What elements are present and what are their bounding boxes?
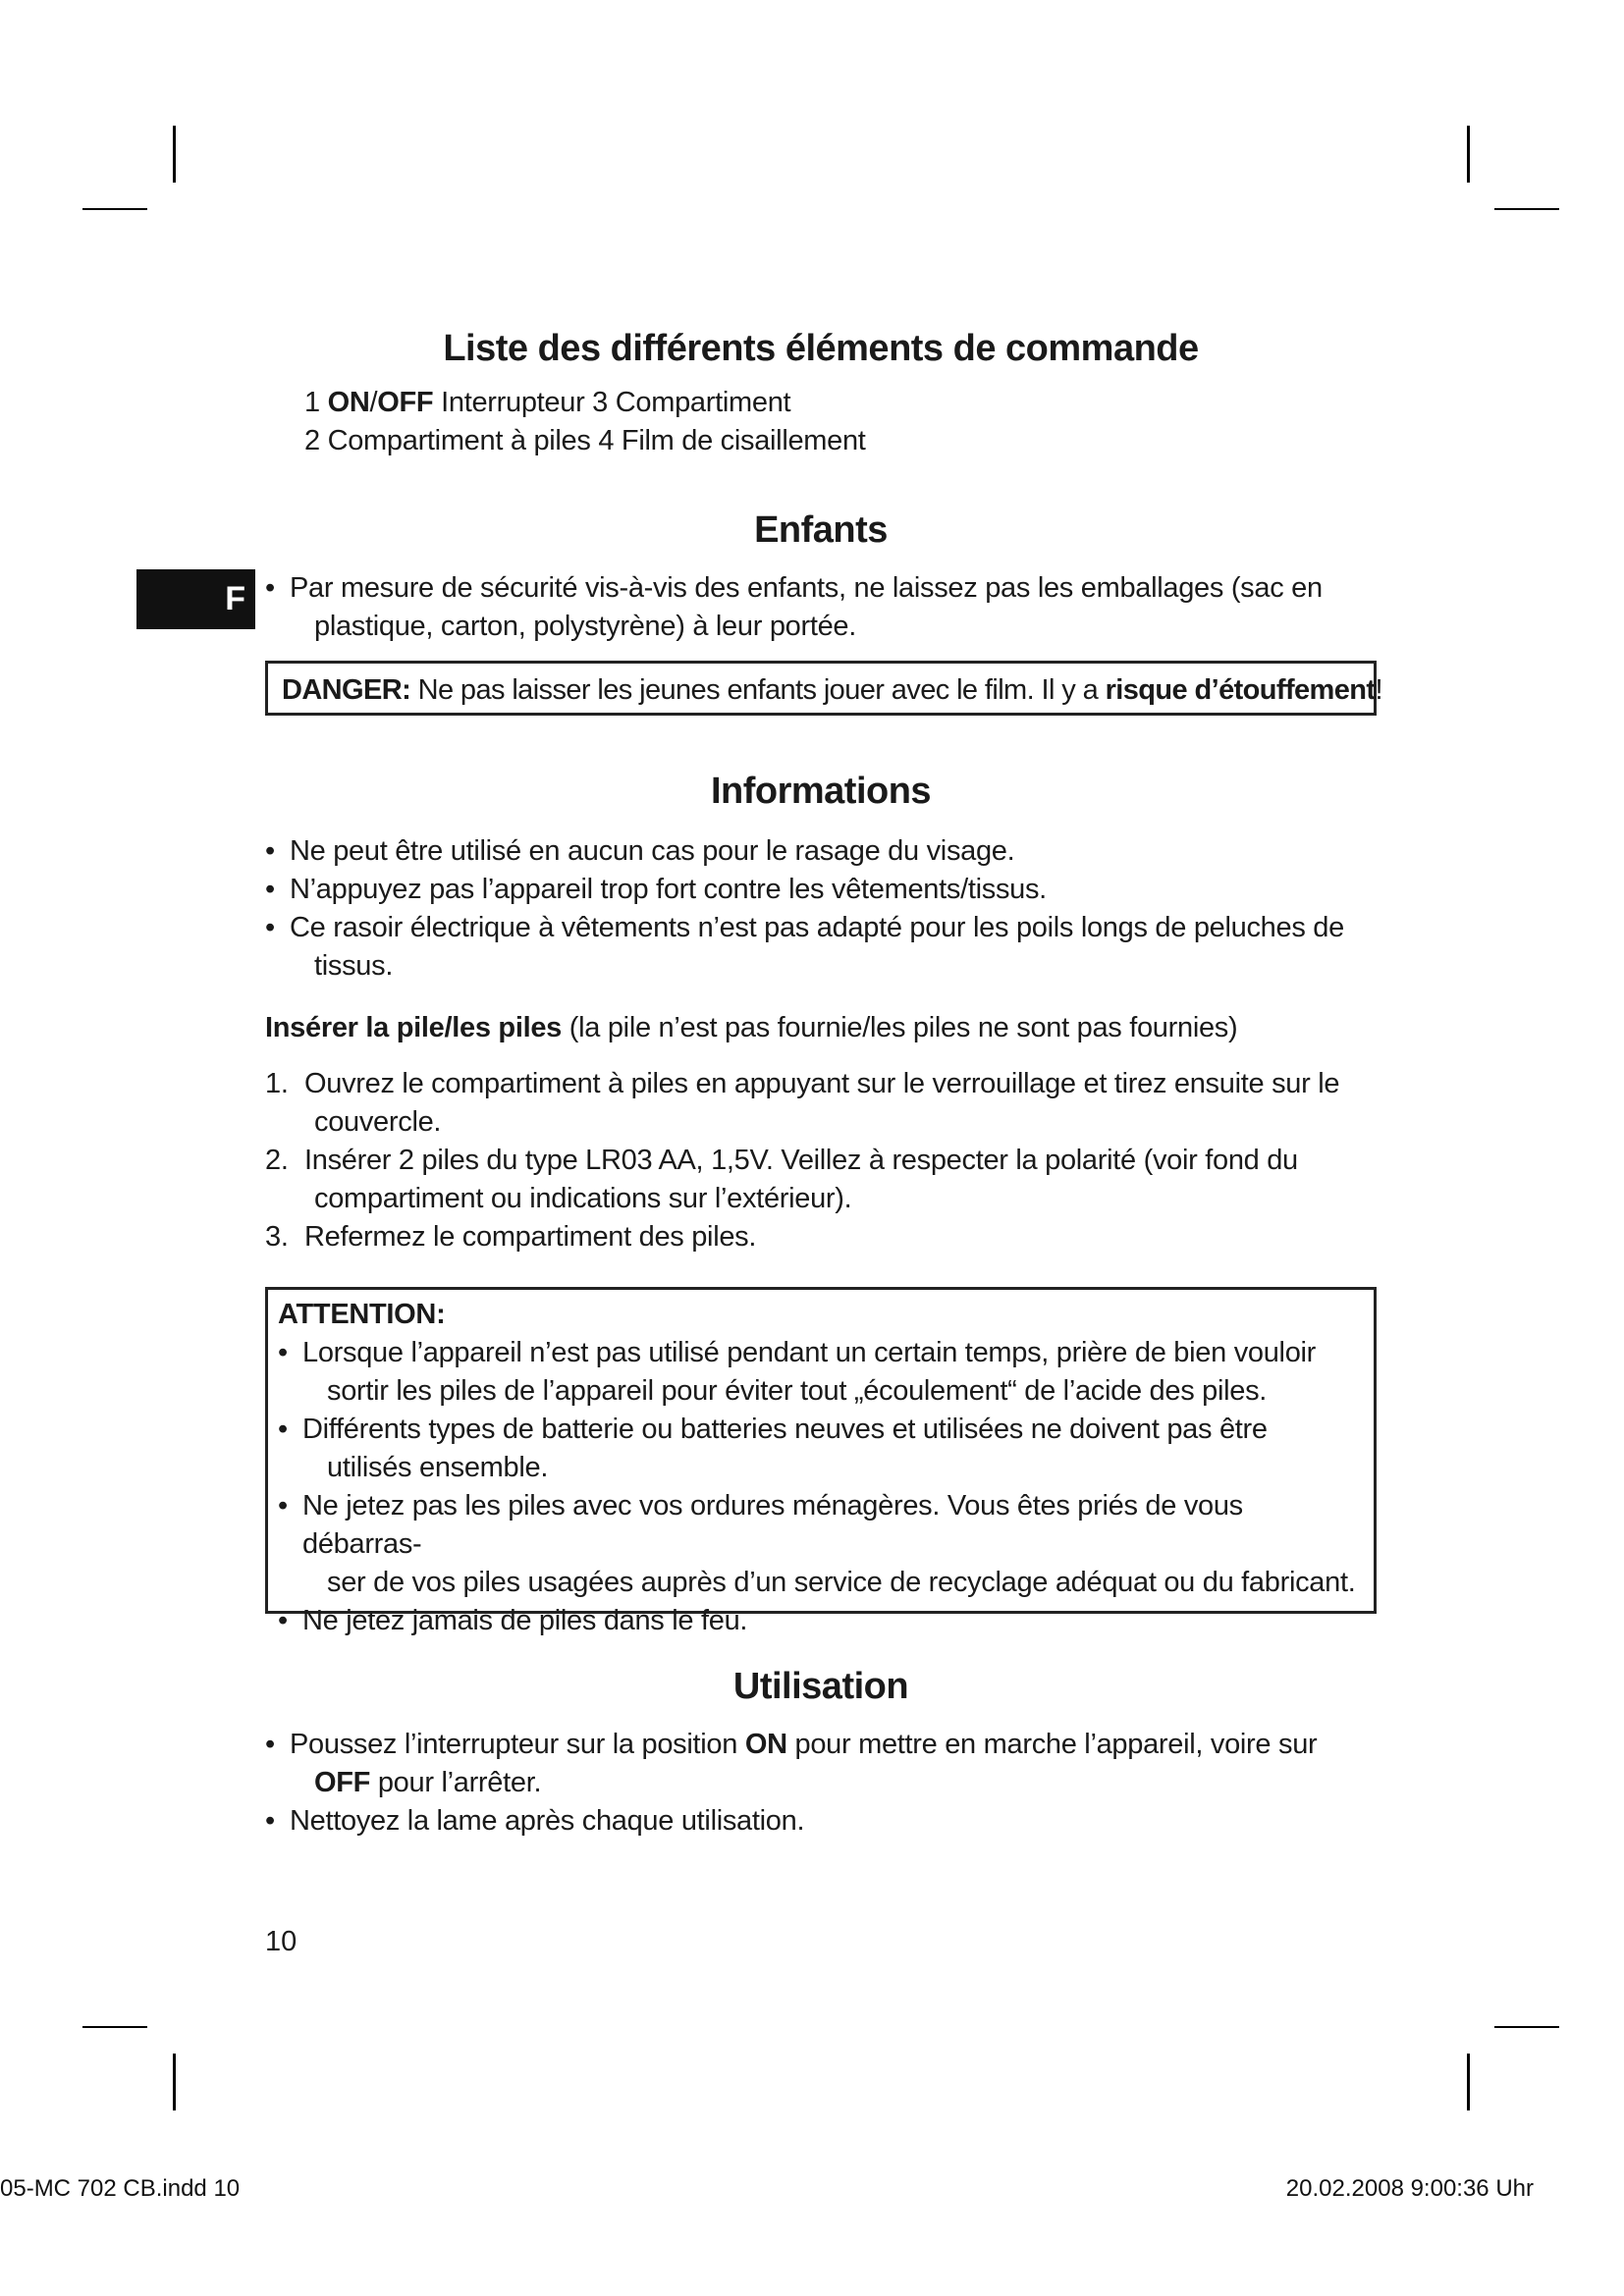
attention-label: ATTENTION: <box>278 1299 446 1330</box>
info-section <box>265 770 1377 1256</box>
controls-line-2: 2 Compartiment à piles 4 Film de cisaillement <box>304 425 866 456</box>
crop-mark <box>1467 2054 1470 2110</box>
children-section <box>265 508 1377 646</box>
info-heading: Informations <box>710 771 932 812</box>
list-item: • Ce rasoir électrique à vêtements n’est pas adapté pour les poils longs de peluches de tissus. <box>265 912 1344 982</box>
danger-box <box>265 661 1382 716</box>
step-item: 1. Ouvrez le compartiment à piles en appuyant sur le verrouillage et tirez ensuite sur le couvercle. <box>265 1068 1340 1138</box>
controls-line-1: 1 ON/OFF Interrupteur 3 Compartiment <box>304 387 791 418</box>
insert-battery-heading: Insérer la pile/les piles (la pile n’est pas fournie/les piles ne sont pas fournies) <box>265 1012 1238 1043</box>
list-item: • Poussez l’interrupteur sur la position ON pour mettre en marche l’appareil, voire sur OFF pour l’arrêter. <box>265 1729 1318 1798</box>
print-slug-date: 20.02.2008 9:00:36 Uhr <box>1285 2175 1534 2202</box>
list-item: • Nettoyez la lame après chaque utilisation. <box>265 1805 805 1837</box>
page-number: 10 <box>265 1926 298 1957</box>
crop-mark <box>82 208 147 210</box>
danger-warning: DANGER: Ne pas laisser les jeunes enfants jouer avec le film. Il y a risque d’étouffement! <box>282 674 1382 706</box>
list-item: • Ne jetez pas les piles avec vos ordures ménagères. Vous êtes priés de vous débarras- ser de vos piles usagées auprès d’un service de recyclage adéquat ou du fabricant. <box>278 1490 1356 1598</box>
crop-mark <box>1494 2026 1559 2028</box>
crop-mark <box>1467 126 1470 183</box>
step-item: 3. Refermez le compartiment des piles. <box>265 1221 757 1253</box>
list-item: • Ne peut être utilisé en aucun cas pour le rasage du visage. <box>265 835 1015 867</box>
usage-heading: Utilisation <box>732 1666 909 1707</box>
list-item: • Différents types de batterie ou batteries neuves et utilisées ne doivent pas être utilisés ensemble. <box>278 1414 1268 1483</box>
list-item: • Ne jetez jamais de piles dans le feu. <box>278 1605 748 1636</box>
crop-mark <box>173 2054 176 2110</box>
crop-mark <box>82 2026 147 2028</box>
list-item: • N’appuyez pas l’appareil trop fort contre les vêtements/tissus. <box>265 874 1047 905</box>
children-heading: Enfants <box>754 509 888 551</box>
controls-heading: Liste des différents éléments de commande <box>443 328 1199 369</box>
step-item: 2. Insérer 2 piles du type LR03 AA, 1,5V. Veillez à respecter la polarité (voir fond du compartiment ou indications sur l’extérieur). <box>265 1145 1298 1214</box>
usage-section <box>265 1665 1377 1841</box>
list-item: • Par mesure de sécurité vis-à-vis des enfants, ne laissez pas les emballages (sac en plastique, carton, polystyrène) à leur portée. <box>265 572 1323 642</box>
print-slug-file: 05-MC 702 CB.indd 10 <box>0 2175 241 2202</box>
language-tab: F <box>136 569 255 629</box>
attention-box <box>265 1287 1377 1636</box>
list-item: • Lorsque l’appareil n’est pas utilisé pendant un certain temps, prière de bien vouloir sortir les piles de l’appareil pour éviter tout „écoulement“ de l’acide des piles. <box>278 1337 1317 1407</box>
crop-mark <box>1494 208 1559 210</box>
controls-section <box>265 327 1377 460</box>
crop-mark <box>173 126 176 183</box>
